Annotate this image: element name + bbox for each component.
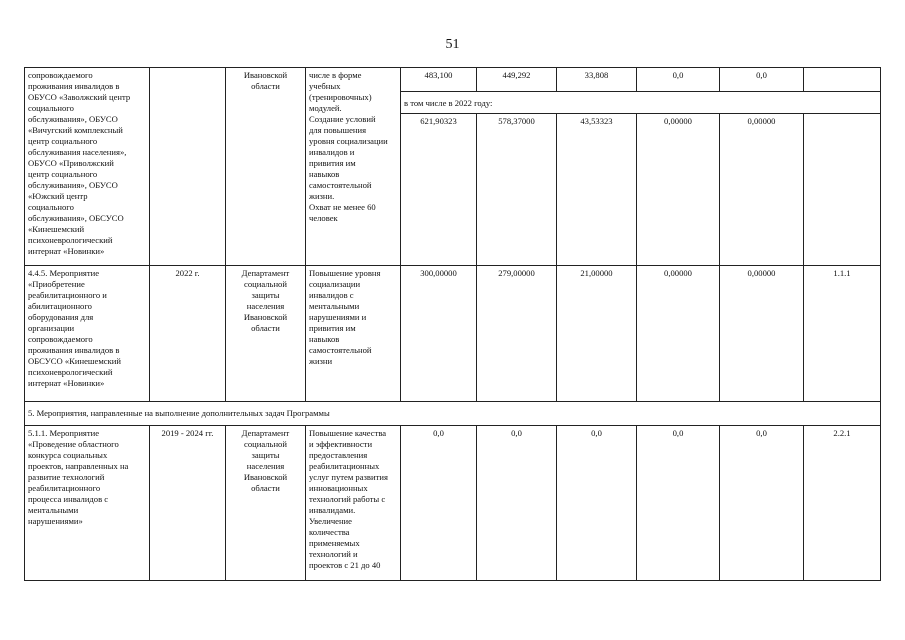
value-cell: 0,0 <box>477 426 557 581</box>
value-cell: 0,00000 <box>720 114 804 266</box>
value-cell: 21,00000 <box>557 266 637 402</box>
value-cell: 483,100 <box>401 68 477 92</box>
value-cell: 0,0 <box>637 426 720 581</box>
period-cell <box>150 68 226 266</box>
executor-cell: Департамент социальной защиты населения Ивановской области <box>226 426 306 581</box>
event-name-cell: 4.4.5. Мероприятие «Приобретение реабилитационного и абилитационного оборудования для организации сопровождаемого проживания инвалидов в ОБСУСО «Кинешемский психоневрологический интернат «Новинки» <box>25 266 150 402</box>
executor-cell: Департамент социальной защиты населения Ивановской области <box>226 266 306 402</box>
table-row <box>25 402 881 426</box>
indicator-cell <box>804 114 881 266</box>
value-cell: 0,0 <box>557 426 637 581</box>
value-cell: 43,53323 <box>557 114 637 266</box>
period-cell: 2019 - 2024 гг. <box>150 426 226 581</box>
table-row <box>25 426 881 581</box>
page-number: 51 <box>445 37 460 52</box>
value-cell: 0,0 <box>637 68 720 92</box>
indicator-cell: 1.1.1 <box>804 266 881 402</box>
executor-cell: Ивановской области <box>226 68 306 266</box>
value-cell: 0,0 <box>720 426 804 581</box>
value-cell: 578,37000 <box>477 114 557 266</box>
value-cell: 0,0 <box>720 68 804 92</box>
table-row <box>25 68 881 92</box>
event-name-cell: сопровождаемого проживания инвалидов в ОБУСО «Заволжский центр социального обслуживания», ОБУСО «Вичугский комплексный центр социального обслуживания населения», ОБУСО «Приволжский центр социального обслуживания», ОБУСО «Южский центр социального обслуживания», ОБСУСО «Кинешемский психоневрологический интернат «Новинки» <box>25 68 150 266</box>
indicator-cell <box>804 68 881 92</box>
value-cell: 0,0 <box>401 426 477 581</box>
value-cell: 33,808 <box>557 68 637 92</box>
year-subheading: в том числе в 2022 году: <box>401 92 881 114</box>
value-cell: 621,90323 <box>401 114 477 266</box>
value-cell: 300,00000 <box>401 266 477 402</box>
result-cell: Повышение качества и эффективности предоставления реабилитационных услуг путем развития инновационных технологий работы с инвалидами. Увеличение количества применяемых технологий и проектов с 21 до 40 <box>306 426 401 581</box>
period-cell: 2022 г. <box>150 266 226 402</box>
value-cell: 279,00000 <box>477 266 557 402</box>
event-name-cell: 5.1.1. Мероприятие «Проведение областного конкурса социальных проектов, направленных на развитие технологий реабилитационного процесса инвалидов с ментальными нарушениями» <box>25 426 150 581</box>
value-cell: 0,00000 <box>637 266 720 402</box>
value-cell: 0,00000 <box>637 114 720 266</box>
table-row <box>25 266 881 402</box>
value-cell: 449,292 <box>477 68 557 92</box>
value-cell: 0,00000 <box>720 266 804 402</box>
indicator-cell: 2.2.1 <box>804 426 881 581</box>
result-cell: числе в форме учебных (тренировочных) модулей. Создание условий для повышения уровня социализации инвалидов и привития им навыков самостоятельной жизни. Охват не менее 60 человек <box>306 68 401 266</box>
program-table <box>24 67 881 581</box>
result-cell: Повышение уровня социализации инвалидов с ментальными нарушениями и привития им навыков самостоятельной жизни <box>306 266 401 402</box>
section-heading: 5. Мероприятия, направленные на выполнение дополнительных задач Программы <box>25 402 881 426</box>
